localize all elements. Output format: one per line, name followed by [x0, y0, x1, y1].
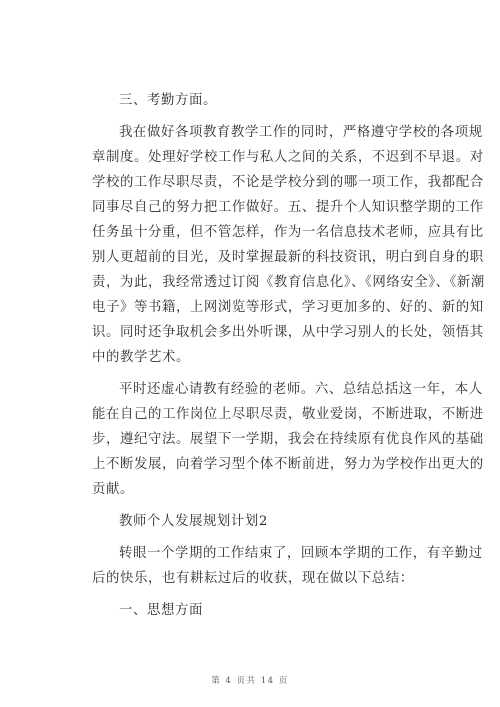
document-body — [92, 88, 485, 623]
section-heading-attendance: 三、考勤方面。 — [119, 93, 217, 108]
paragraph-line: 转眼一个学期的工作结束了，回顾本学期的工作，有辛勤过 — [119, 546, 483, 561]
paragraph-line: 章制度。处理好学校工作与私人之间的关系，不迟到不早退。对 — [92, 150, 484, 165]
paragraph-line: 任务虽十分重，但不管怎样，作为一名信息技术老师，应具有比 — [92, 225, 484, 240]
paragraph-line: 上不断发展，向着学习型个体不断前进，努力为学校作出更大的 — [92, 457, 484, 472]
section-title-plan-2: 教师个人发展规划计划2 — [119, 514, 269, 529]
paragraph-line: 同事尽自己的努力把工作做好。五、提升个人知识整学期的工作 — [92, 200, 484, 215]
paragraph-line: 步，遵纪守法。展望下一学期，我会在持续原有优良作风的基础 — [92, 432, 484, 447]
paragraph-line: 电子》等书籍，上网浏览等形式，学习更加多的、好的、新的知 — [92, 300, 484, 315]
paragraph-line: 别人更超前的目光，及时掌握最新的科技资讯，明白到自身的职 — [92, 250, 484, 265]
page-number-footer: 第 4 页共 14 页 — [211, 676, 289, 686]
paragraph-line: 平时还虚心请教有经验的老师。六、总结总括这一年，本人 — [119, 382, 483, 397]
paragraph-line: 责，为此，我经常透过订阅《教育信息化》、《网络安全》、《新潮 — [92, 275, 485, 290]
section-heading-ideology: 一、思想方面 — [119, 603, 203, 618]
paragraph-line: 能在自己的工作岗位上尽职尽责，敬业爱岗，不断进取，不断进 — [92, 407, 484, 422]
paragraph-line: 我在做好各项教育教学工作的同时，严格遵守学校的各项规 — [119, 125, 483, 140]
paragraph-line: 贡献。 — [92, 482, 134, 497]
paragraph-line: 学校的工作尽职尽责，不论是学校分到的哪一项工作，我都配合 — [92, 175, 484, 190]
paragraph-line: 识。同时还争取机会多出外听课，从中学习别人的长处，领悟其 — [92, 325, 484, 340]
paragraph-line: 中的教学艺术。 — [92, 350, 190, 365]
paragraph-line: 后的快乐，也有耕耘过后的收获，现在做以下总结： — [92, 571, 414, 586]
